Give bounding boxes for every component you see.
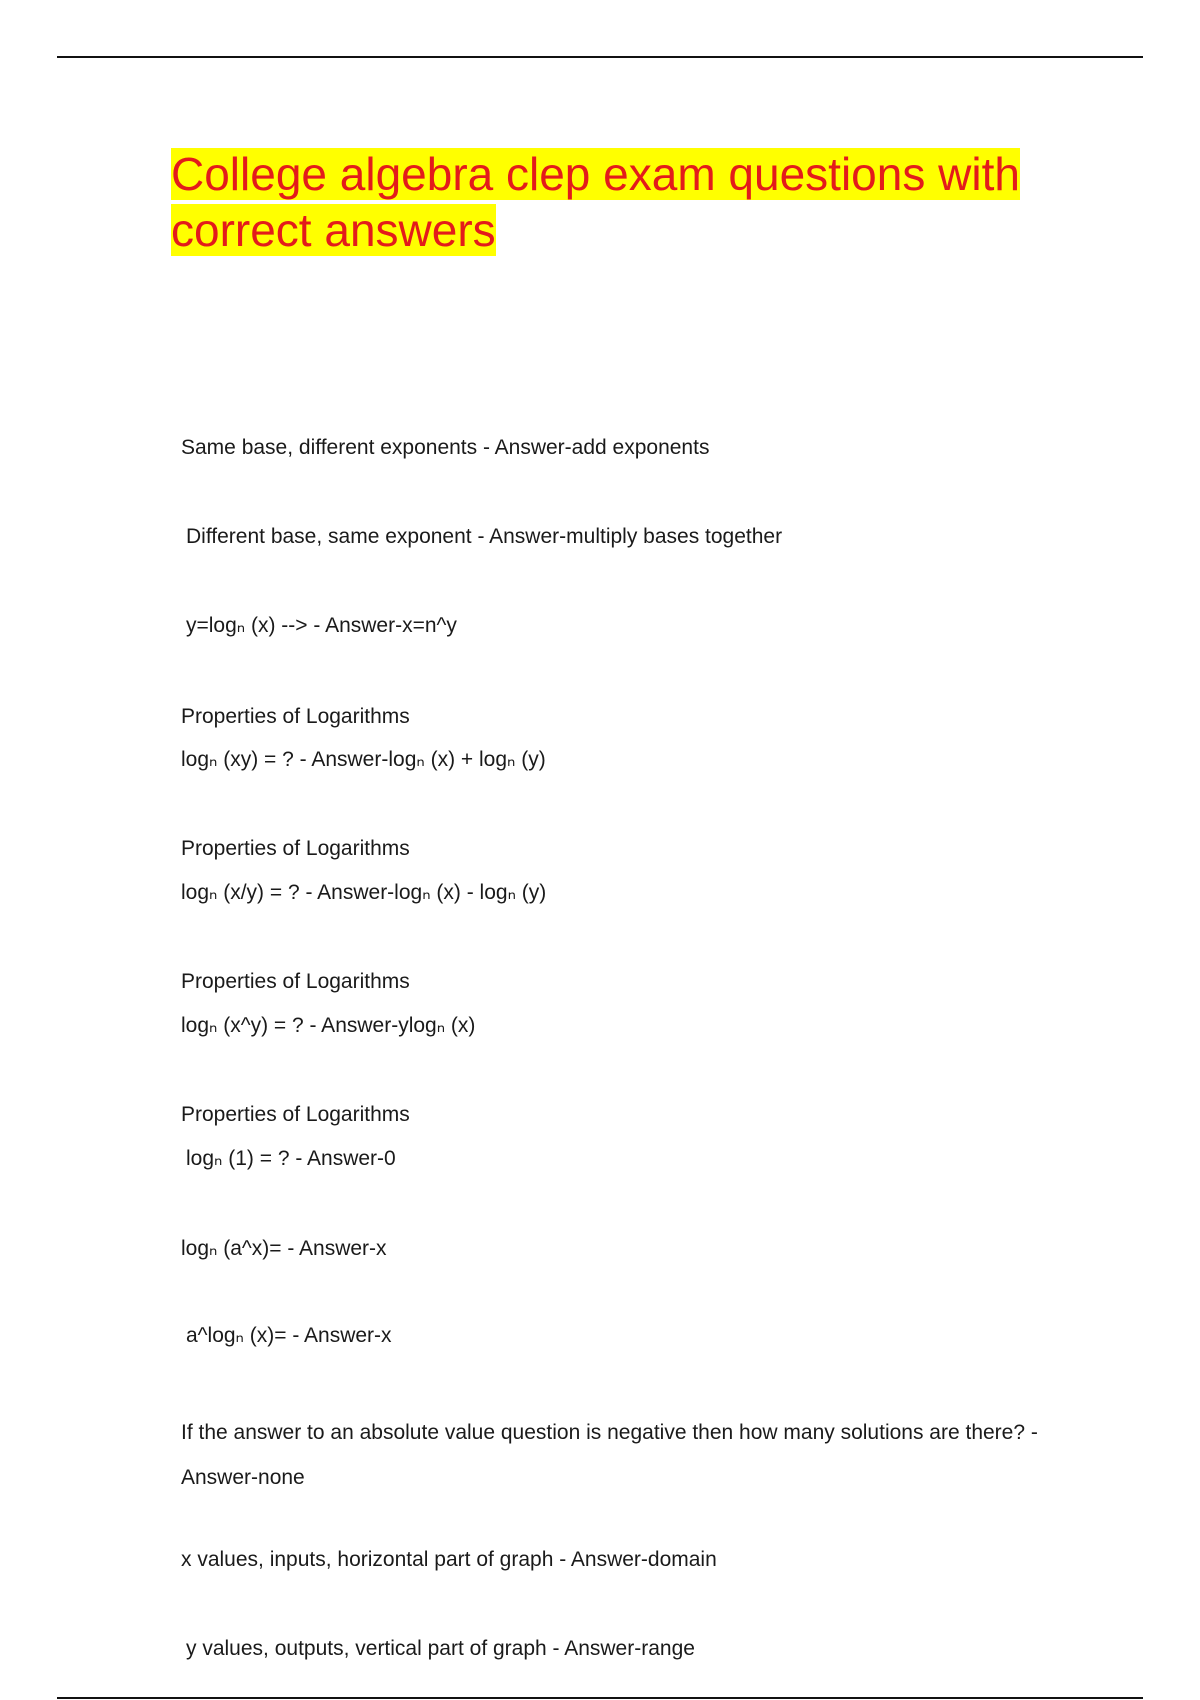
document-title (171, 146, 1031, 258)
qa-line-range: y values, outputs, vertical part of graph - Answer-range (186, 1637, 695, 1660)
qa-line-domain: x values, inputs, horizontal part of graph - Answer-domain (181, 1548, 717, 1571)
section-heading-log-power: Properties of Logarithms (181, 970, 410, 993)
footer-rule (57, 1697, 1143, 1699)
qa-line-absolute-value: If the answer to an absolute value question is negative then how many solutions are there? - Answer-none (181, 1421, 1038, 1489)
qa-line-log-product: logₙ (xy) = ? - Answer-logₙ (x) + logₙ (y) (181, 748, 546, 771)
qa-line-log-quotient: logₙ (x/y) = ? - Answer-logₙ (x) - logₙ (y) (181, 881, 547, 904)
document-title-text: College algebra clep exam questions with correct answers (171, 148, 1020, 256)
header-rule (57, 56, 1143, 58)
qa-line-log-of-power: logₙ (a^x)= - Answer-x (181, 1237, 387, 1260)
qa-line-log-one: logₙ (1) = ? - Answer-0 (186, 1147, 396, 1170)
qa-line-log-power: logₙ (x^y) = ? - Answer-ylogₙ (x) (181, 1014, 476, 1037)
qa-line-same-base: Same base, different exponents - Answer-add exponents (181, 436, 710, 459)
section-heading-log-quotient: Properties of Logarithms (181, 837, 410, 860)
qa-line-power-of-log: a^logₙ (x)= - Answer-x (186, 1324, 392, 1347)
qa-line-log-definition: y=logₙ (x) --> - Answer-x=n^y (186, 614, 457, 637)
section-heading-log-product: Properties of Logarithms (181, 705, 410, 728)
qa-line-different-base: Different base, same exponent - Answer-multiply bases together (186, 525, 783, 548)
section-heading-log-one: Properties of Logarithms (181, 1103, 410, 1126)
